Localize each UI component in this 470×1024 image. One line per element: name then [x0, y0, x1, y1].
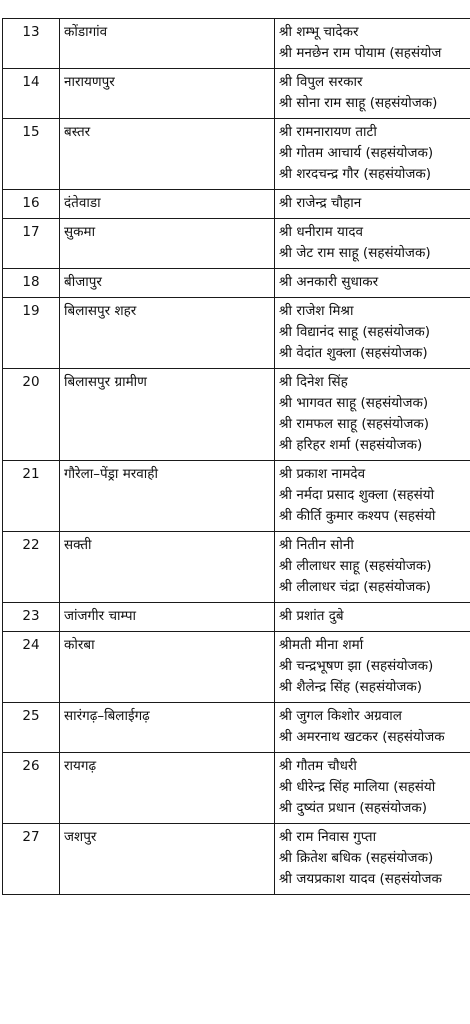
appointees-cell — [275, 190, 470, 219]
district-name-cell: रायगढ़ — [60, 753, 275, 824]
appointee-name: श्री नर्मदा प्रसाद शुक्ला (सहसंयो — [279, 487, 435, 503]
table-row — [3, 461, 470, 532]
appointee-name: श्री सोना राम साहू (सहसंयोजक) — [279, 95, 438, 111]
appointees-cell — [275, 219, 470, 269]
district-coordinator-table — [2, 18, 470, 895]
appointee-name: श्री मनछेन राम पोयाम (सहसंयोज — [279, 45, 442, 61]
serial-number-cell: 23 — [3, 603, 60, 632]
district-name-cell: बिलासपुर ग्रामीण — [60, 369, 275, 461]
appointees-cell — [275, 703, 470, 753]
appointee-name: श्री प्रकाश नामदेव — [279, 466, 366, 482]
appointees-cell — [275, 632, 470, 703]
district-name-cell: गौरेला–पेंड्रा मरवाही — [60, 461, 275, 532]
serial-number-cell: 24 — [3, 632, 60, 703]
table-row — [3, 703, 470, 753]
appointees-cell — [275, 19, 470, 69]
district-name-cell: दंतेवाडा — [60, 190, 275, 219]
appointee-name: श्री शैलेन्द्र सिंह (सहसंयोजक) — [279, 679, 423, 695]
appointee-name: श्री कीर्ति कुमार कश्यप (सहसंयो — [279, 508, 436, 524]
district-name-cell: जांजगीर चाम्पा — [60, 603, 275, 632]
appointees-cell — [275, 298, 470, 369]
appointee-name: श्री राजेश मिश्रा — [279, 303, 354, 319]
serial-number-cell: 18 — [3, 269, 60, 298]
appointee-name: श्री लीलाधर चंद्रा (सहसंयोजक) — [279, 579, 431, 595]
appointee-name: श्री जेट राम साहू (सहसंयोजक) — [279, 245, 431, 261]
table-row — [3, 269, 470, 298]
table-row — [3, 632, 470, 703]
appointee-name: श्री प्रशांत दुबे — [279, 608, 344, 624]
district-name-cell: कोरबा — [60, 632, 275, 703]
district-name-cell: सुकमा — [60, 219, 275, 269]
district-name-cell: बीजापुर — [60, 269, 275, 298]
appointee-name: श्री विद्यानंद साहू (सहसंयोजक) — [279, 324, 431, 340]
table-row — [3, 69, 470, 119]
table-row — [3, 532, 470, 603]
table-row — [3, 190, 470, 219]
appointee-name: श्री धनीराम यादव — [279, 224, 364, 240]
appointee-name: श्री क्रितेश बधिक (सहसंयोजक) — [279, 850, 434, 866]
appointees-cell — [275, 119, 470, 190]
appointees-cell — [275, 69, 470, 119]
appointee-name: श्री भागवत साहू (सहसंयोजक) — [279, 395, 429, 411]
appointee-name: श्री राम निवास गुप्ता — [279, 829, 377, 845]
appointee-name: श्री रामनारायण ताटी — [279, 124, 377, 140]
district-name-cell: सारंगढ़–बिलाईगढ़ — [60, 703, 275, 753]
appointee-name: श्री गौतम चौधरी — [279, 758, 357, 774]
serial-number-cell: 26 — [3, 753, 60, 824]
serial-number-cell: 20 — [3, 369, 60, 461]
appointees-cell — [275, 753, 470, 824]
appointee-name: श्री जुगल किशोर अग्रवाल — [279, 708, 402, 724]
serial-number-cell: 22 — [3, 532, 60, 603]
appointee-name: श्री रामफल साहू (सहसंयोजक) — [279, 416, 430, 432]
serial-number-cell: 19 — [3, 298, 60, 369]
appointee-name: श्री शम्भू चादेकर — [279, 24, 359, 40]
table-row — [3, 19, 470, 69]
serial-number-cell: 27 — [3, 824, 60, 895]
serial-number-cell: 25 — [3, 703, 60, 753]
appointee-name: श्री दुष्यंत प्रधान (सहसंयोजक) — [279, 800, 428, 816]
appointee-name: श्री राजेन्द्र चौहान — [279, 195, 362, 211]
table-row — [3, 119, 470, 190]
serial-number-cell: 14 — [3, 69, 60, 119]
table-body — [3, 19, 470, 895]
serial-number-cell: 13 — [3, 19, 60, 69]
appointee-name: श्रीमती मीना शर्मा — [279, 637, 364, 653]
table-row — [3, 753, 470, 824]
district-name-cell: सक्ती — [60, 532, 275, 603]
appointee-name: श्री शरदचन्द्र गौर (सहसंयोजक) — [279, 166, 431, 182]
appointee-name: श्री गोतम आचार्य (सहसंयोजक) — [279, 145, 434, 161]
appointee-name: श्री धीरेन्द्र सिंह मालिया (सहसंयो — [279, 779, 436, 795]
appointee-name: श्री अनकारी सुधाकर — [279, 274, 379, 290]
appointee-name: श्री हरिहर शर्मा (सहसंयोजक) — [279, 437, 423, 453]
appointee-name: श्री चन्द्रभूषण झा (सहसंयोजक) — [279, 658, 434, 674]
district-name-cell: नारायणपुर — [60, 69, 275, 119]
appointees-cell — [275, 824, 470, 895]
appointees-cell — [275, 603, 470, 632]
serial-number-cell: 16 — [3, 190, 60, 219]
appointees-cell — [275, 269, 470, 298]
district-name-cell: जशपुर — [60, 824, 275, 895]
table-row — [3, 219, 470, 269]
appointee-name: श्री वेदांत शुक्ला (सहसंयोजक) — [279, 345, 428, 361]
table-row — [3, 369, 470, 461]
table-row — [3, 603, 470, 632]
serial-number-cell: 21 — [3, 461, 60, 532]
appointees-cell — [275, 369, 470, 461]
appointees-cell — [275, 532, 470, 603]
appointee-name: श्री विपुल सरकार — [279, 74, 363, 90]
appointee-name: श्री लीलाधर साहू (सहसंयोजक) — [279, 558, 432, 574]
table-row — [3, 298, 470, 369]
table-row — [3, 824, 470, 895]
appointees-cell — [275, 461, 470, 532]
serial-number-cell: 15 — [3, 119, 60, 190]
appointee-name: श्री नितीन सोनी — [279, 537, 354, 553]
appointee-name: श्री दिनेश सिंह — [279, 374, 348, 390]
appointee-name: श्री जयप्रकाश यादव (सहसंयोजक — [279, 871, 442, 887]
appointee-name: श्री अमरनाथ खटकर (सहसंयोजक — [279, 729, 445, 745]
district-name-cell: कोंडागांव — [60, 19, 275, 69]
district-name-cell: बिलासपुर शहर — [60, 298, 275, 369]
district-name-cell: बस्तर — [60, 119, 275, 190]
serial-number-cell: 17 — [3, 219, 60, 269]
